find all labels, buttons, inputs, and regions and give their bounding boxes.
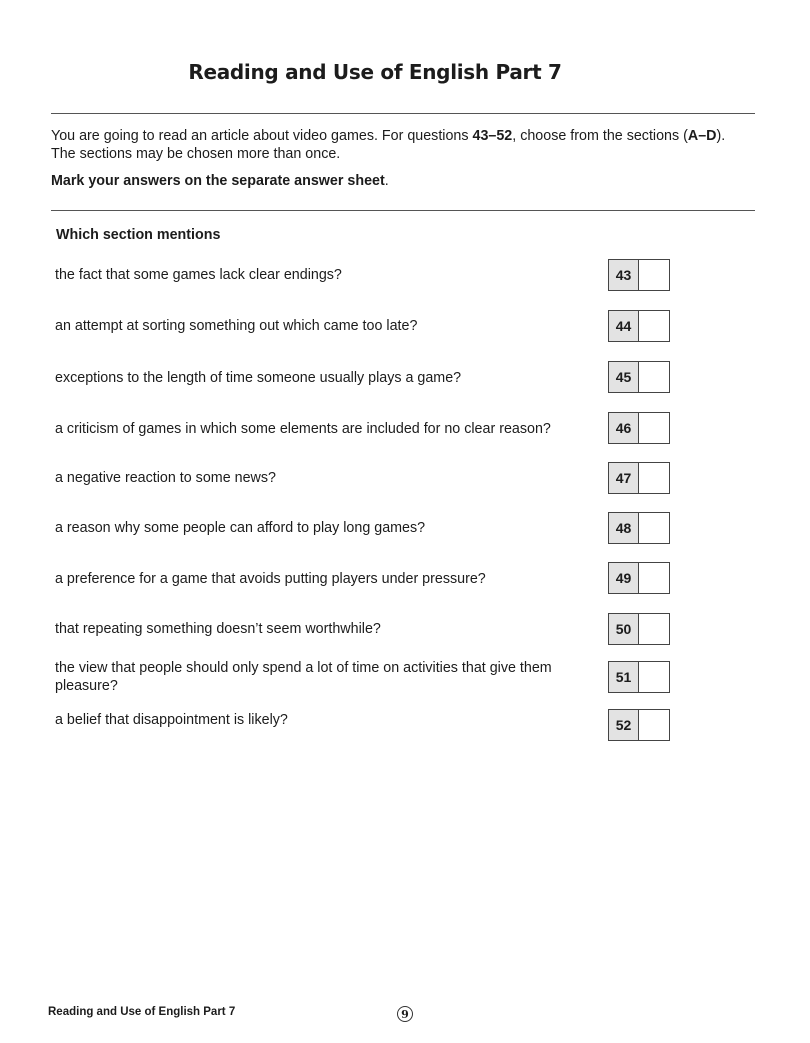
question-text: a criticism of games in which some elements are included for no clear reason? <box>55 421 551 437</box>
question-text: a negative reaction to some news? <box>55 470 276 486</box>
question-text: exceptions to the length of time someone usually plays a game? <box>55 370 462 386</box>
page-number: 9 <box>397 1006 413 1022</box>
question-text: a preference for a game that avoids putting players under pressure? <box>55 571 486 587</box>
answer-cell[interactable] <box>639 563 669 593</box>
question-text: that repeating something doesn’t seem worthwhile? <box>55 621 381 637</box>
answer-box-44[interactable] <box>608 310 670 342</box>
top-divider <box>51 113 755 114</box>
answer-box-43[interactable] <box>608 259 670 291</box>
instructions-text-3: ). <box>716 128 726 144</box>
question-number: 46 <box>609 413 639 443</box>
section-heading: Which section mentions <box>56 227 221 243</box>
instructions <box>51 127 761 163</box>
question-number: 50 <box>609 614 639 644</box>
answer-cell[interactable] <box>639 362 669 392</box>
answer-box-47[interactable] <box>608 462 670 494</box>
question-number: 49 <box>609 563 639 593</box>
answer-cell[interactable] <box>639 260 669 290</box>
answer-box-49[interactable] <box>608 562 670 594</box>
answer-box-51[interactable] <box>608 661 670 693</box>
answer-box-46[interactable] <box>608 412 670 444</box>
instructions-text-4: The sections may be chosen more than once. <box>51 146 341 162</box>
answer-cell[interactable] <box>639 463 669 493</box>
page-title: Reading and Use of English Part 7 <box>188 60 562 84</box>
question-text: a belief that disappointment is likely? <box>55 712 288 728</box>
question-number: 43 <box>609 260 639 290</box>
question-number: 51 <box>609 662 639 692</box>
answer-box-50[interactable] <box>608 613 670 645</box>
answer-cell[interactable] <box>639 662 669 692</box>
answer-box-52[interactable] <box>608 709 670 741</box>
question-number: 47 <box>609 463 639 493</box>
mark-answers-instruction <box>51 173 389 189</box>
instructions-text-2: , choose from the sections ( <box>512 128 688 144</box>
question-number: 45 <box>609 362 639 392</box>
answer-cell[interactable] <box>639 513 669 543</box>
question-number: 44 <box>609 311 639 341</box>
question-number: 52 <box>609 710 639 740</box>
mark-answers-text: Mark your answers on the separate answer sheet <box>51 173 385 189</box>
answer-box-48[interactable] <box>608 512 670 544</box>
bottom-divider <box>51 210 755 211</box>
question-text: the view that people should only spend a lot of time on activities that give them pleasure? <box>55 660 552 694</box>
answer-cell[interactable] <box>639 413 669 443</box>
question-number: 48 <box>609 513 639 543</box>
question-range: 43–52 <box>472 128 513 144</box>
instructions-text-1: You are going to read an article about video games. For questions <box>51 128 473 144</box>
footer-label: Reading and Use of English Part 7 <box>48 1006 236 1018</box>
section-range: A–D <box>687 128 717 144</box>
question-text: the fact that some games lack clear endings? <box>55 267 342 283</box>
answer-box-45[interactable] <box>608 361 670 393</box>
question-text: a reason why some people can afford to play long games? <box>55 520 426 536</box>
mark-answers-period: . <box>384 173 389 189</box>
answer-cell[interactable] <box>639 710 669 740</box>
answer-cell[interactable] <box>639 614 669 644</box>
question-text: an attempt at sorting something out which came too late? <box>55 318 418 334</box>
answer-cell[interactable] <box>639 311 669 341</box>
